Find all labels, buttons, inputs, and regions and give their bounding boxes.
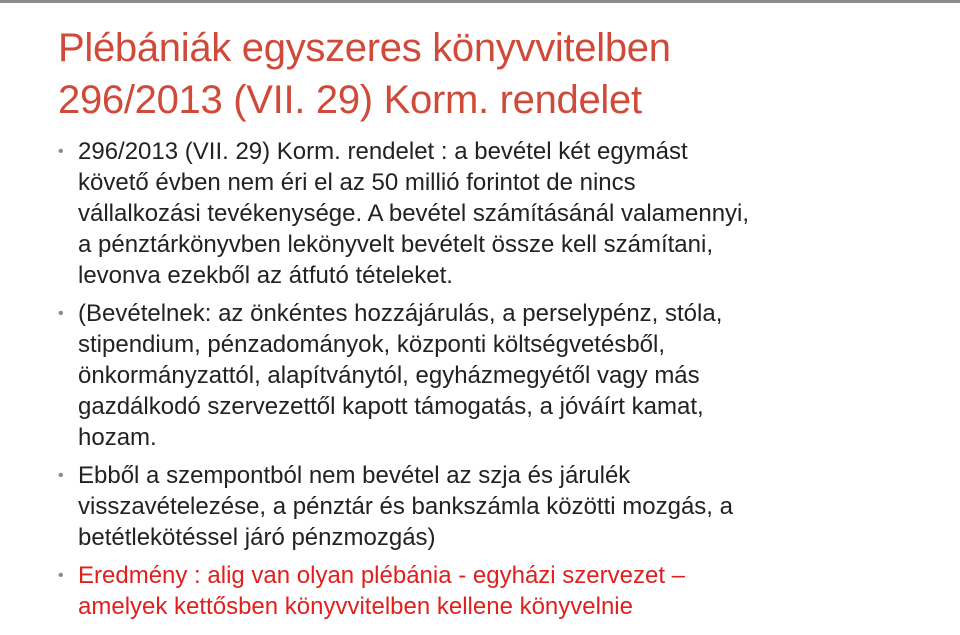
bullet-item-non-income <box>58 460 938 553</box>
bullet-item-result <box>58 560 938 622</box>
bullet-text-line: a pénztárkönyvben lekönyvelt bevételt össze kell számítani, <box>78 231 714 258</box>
bullet-text-line: stipendium, pénzadományok, központi költségvetésből, <box>78 331 666 358</box>
bullet-text-line: (Bevételnek: az önkéntes hozzájárulás, a perselypénz, stóla, <box>78 300 723 327</box>
bullet-dot-icon: • <box>58 305 64 322</box>
bullet-text-line: amelyek kettősben könyvvitelben kellene könyvelnie <box>78 593 633 620</box>
slide-title <box>58 22 938 126</box>
bullet-text-line: visszavételezése, a pénztár és bankszámla közötti mozgás, a <box>78 493 733 520</box>
bullet-dot-icon: • <box>58 567 64 584</box>
bullet-dot-icon: • <box>58 467 64 484</box>
bullet-text-line: 296/2013 (VII. 29) Korm. rendelet : a bevétel két egymást <box>78 138 688 165</box>
bullet-item-income-definition <box>58 298 938 453</box>
bullet-text-line: hozam. <box>78 424 157 451</box>
bullet-text-line: Eredmény : alig van olyan plébánia - egyházi szervezet – <box>78 562 686 589</box>
bullet-text-line: gazdálkodó szervezettől kapott támogatás, a jóváírt kamat, <box>78 393 704 420</box>
bullet-text-line: követő évben nem éri el az 50 millió forintot de nincs <box>78 169 636 196</box>
slide-body <box>58 136 938 629</box>
slide-title-line-2: 296/2013 (VII. 29) Korm. rendelet <box>58 78 642 122</box>
bullet-text-line: levonva ezekből az átfutó tételeket. <box>78 262 453 289</box>
bullet-text-line: önkormányzattól, alapítványtól, egyházmegyétől vagy más <box>78 362 700 389</box>
top-divider <box>0 0 960 3</box>
bullet-text-line: vállalkozási tevékenysége. A bevétel számításánál valamennyi, <box>78 200 750 227</box>
bullet-item-income-threshold <box>58 136 938 291</box>
bullet-dot-icon: • <box>58 143 64 160</box>
bullet-text-line: betétlekötéssel járó pénzmozgás) <box>78 524 436 551</box>
bullet-text-line: Ebből a szempontból nem bevétel az szja és járulék <box>78 462 631 489</box>
slide-title-line-1: Plébániák egyszeres könyvvitelben <box>58 26 671 70</box>
